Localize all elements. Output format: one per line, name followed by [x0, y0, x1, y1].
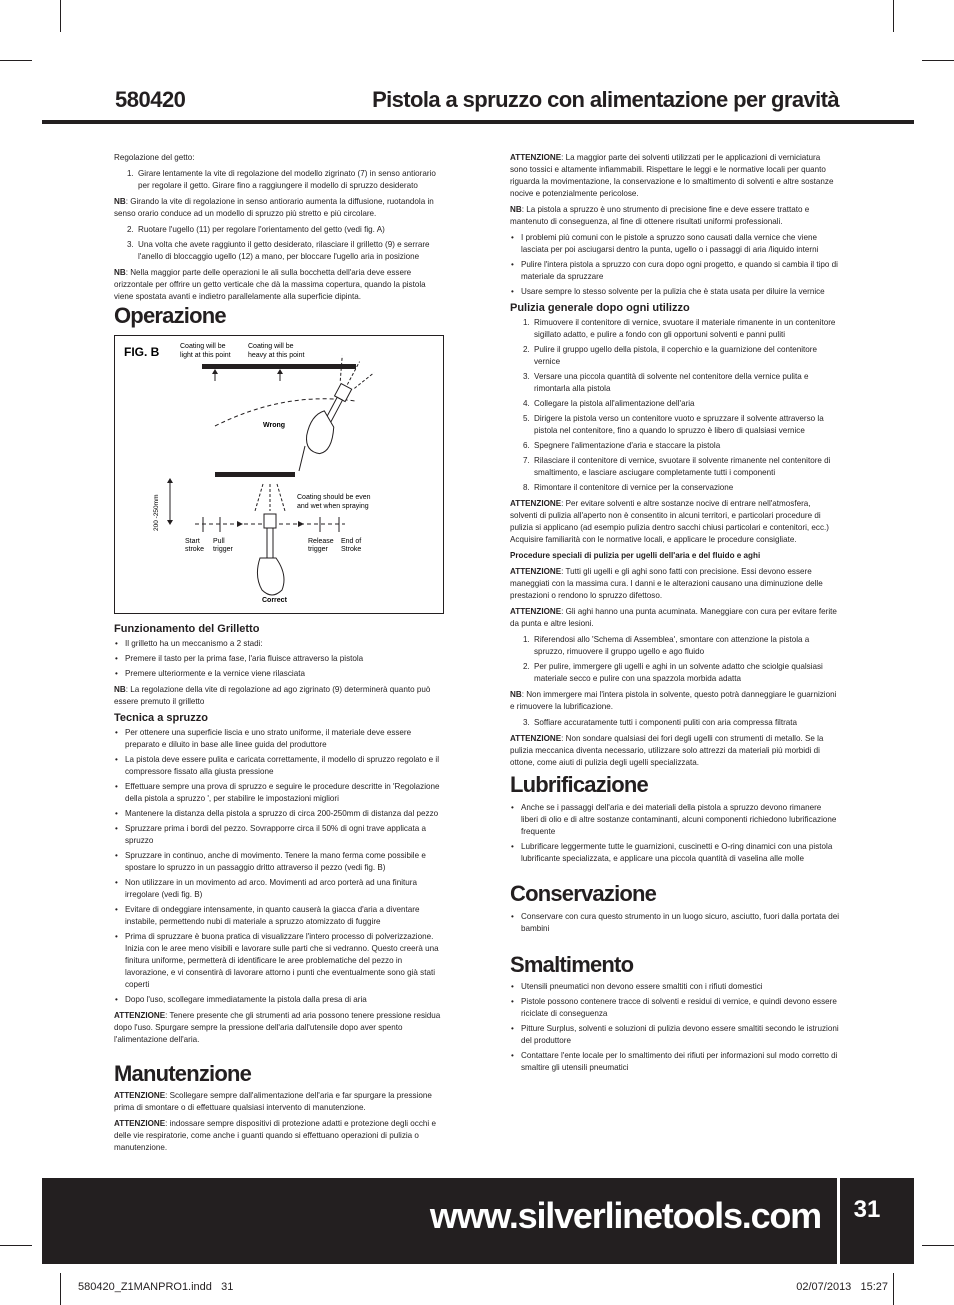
fig-even-2: and wet when spraying: [297, 503, 369, 510]
pulizia-heading: Pulizia generale dopo ogni utilizzo: [510, 302, 690, 314]
fig-even-1: Coating should be even: [297, 494, 371, 501]
list-item: • Spruzzare in continuo, anche di movimento. Tenere la mano ferma come possibile e spostare lo spruzzo in un passaggio dritto attraverso il pezzo (vedi fig. B): [125, 850, 444, 874]
arrow-head: [298, 521, 304, 527]
list-item: 4. Collegare la pistola all'alimentazione dell'aria: [532, 398, 840, 410]
crop-mark: [922, 60, 954, 61]
list-item: • Utensili pneumatici non devono essere smaltiti con i rifiuti domestici: [521, 981, 840, 993]
nb-text: : Non immergere mai l'intera pistola in solvente, questo potrà danneggiare le guarnizioni e rimuovere la lubrificazione.: [510, 690, 837, 711]
list-item: 1. Rimuovere il contenitore di vernice, svuotare il materiale rimanente in un contenitore sigillato adatto, e pulire a fondo con gli opportuni solventi e panni puliti: [532, 317, 840, 341]
regolazione-steps: [114, 168, 444, 192]
list-item: 2. Pulire il gruppo ugello della pistola, il coperchio e la guarnizione del contenitore vernice: [532, 344, 840, 368]
left-column: [114, 152, 444, 307]
attenzione-text: : La maggior parte dei solventi utilizzati per le applicazioni di verniciatura sono tossici e altamente infiammabili. Rispettare le leggi e le normative locali per quanto riguarda la movimentazione, la conservazione e lo smaltimento di solventi e altre sostanze nocive e potenzialmente pericolose.: [510, 153, 834, 198]
attenzione-note: [114, 1010, 444, 1046]
attenzione-text: : Per evitare solventi e altre sostanze nocive di entrare nell'atmosfera, solventi di pulizia all'aperto non è consentito in alcuni territori, e particolari procedure di pulizia si applicano (ad esempio pulizia dentro sacchi chiusi particolari e contenitori, ecc.) Acquisire familiarità con le normative locali, e applicare le procedure consigliate.: [510, 499, 829, 544]
surface-bottom: [215, 472, 295, 477]
surface-top: [202, 364, 356, 369]
fig-pull-1: Pull: [213, 538, 225, 545]
operazione-heading: Operazione: [114, 303, 226, 328]
list-item: 8. Rimontare il contenitore di vernice per la conservazione: [532, 482, 840, 494]
smaltimento-heading: Smaltimento: [510, 952, 634, 977]
nb-label: NB: [114, 685, 126, 694]
fig-heavy-2: heavy at this point: [248, 352, 305, 359]
crop-mark: [893, 0, 894, 32]
nb-label: NB: [510, 690, 522, 699]
attenzione-note: [114, 1118, 444, 1154]
arrow-head: [167, 520, 173, 525]
list-item: • Lubrificare leggermente tutte le guarnizioni, cuscinetti e O-ring dinamici con una pistola lubrificante specializzata, e applicare una piccola quantità di vaselina alle molle: [521, 841, 840, 865]
fig-label: FIG. B: [124, 345, 160, 359]
problems-list: [510, 232, 840, 298]
spray-gun-wrong: [296, 353, 375, 459]
crop-mark: [60, 0, 61, 32]
product-code: 580420: [115, 87, 186, 112]
list-item: • Non utilizzare in un movimento ad arco. Movimenti ad arco porterà ad una finitura irregolare (vedi fig. B): [125, 877, 444, 901]
attenzione-label: ATTENZIONE: [510, 734, 562, 743]
fig-correct: Correct: [262, 597, 287, 604]
grilletto-heading: Funzionamento del Grilletto: [114, 623, 260, 635]
list-item: • Usare sempre lo stesso solvente per la pulizia che è stata usata per diluire la vernice: [521, 286, 840, 298]
nb-note: [510, 689, 840, 713]
attenzione-note: [510, 606, 840, 630]
list-item: • Per ottenere una superficie liscia e uno strato uniforme, il materiale deve essere preparato e diluito in base alle linee guida del produttore: [125, 727, 444, 751]
list-item: • Prima di spruzzare è buona pratica di visualizzare l'intero processo di polverizzazione. Inizia con le aree meno visibili e lavorare sulle parti che si vedranno. Questo creerà una finitura uniforme, permetterà di identificare le aree problematiche del pezzo in lavorazione, e vi consentirà di lavorare attorno i punti che eventualmente sono già stati coperti: [125, 931, 444, 991]
right-column: [510, 152, 840, 773]
fig-end-2: Stroke: [341, 546, 362, 553]
fig-release-2: trigger: [308, 546, 328, 553]
attenzione-note: [510, 733, 840, 769]
manutenzione-heading: Manutenzione: [114, 1061, 252, 1086]
sleeve-line: [299, 446, 305, 471]
list-item: 3. Versare una piccola quantità di solvente nel contenitore della vernice pulita e rimontarla alla pistola: [532, 371, 840, 395]
spray-line: [277, 484, 285, 511]
list-item: • Il grilletto ha un meccanismo a 2 stadi:: [125, 638, 444, 650]
attenzione-note: [114, 1090, 444, 1114]
list-item: • Conservare con cura questo strumento in un luogo sicuro, asciutto, fuori dalla portata dei bambini: [521, 911, 840, 935]
attenzione-label: ATTENZIONE: [510, 499, 562, 508]
fig-end-1: End of: [341, 538, 362, 545]
tecnica-heading: Tecnica a spruzzo: [114, 712, 208, 724]
attenzione-text: : Tutti gli ugelli e gli aghi sono fatti con precisione. Essi devono essere maneggiati con la massima cura. I danni e le alterazioni causano una diminuzione delle prestazioni o rendono lo spruzzo difettoso.: [510, 567, 823, 600]
lubrificazione-list: [510, 802, 840, 865]
conservazione-heading: Conservazione: [510, 881, 657, 906]
fig-light-1: Coating will be: [180, 343, 226, 350]
crop-mark: [0, 60, 32, 61]
pulizia-steps: [510, 317, 840, 494]
nb-label: NB: [510, 205, 522, 214]
list-item: • La pistola deve essere pulita e caricata correttamente, il modello di spruzzo regolato e il compressore fissato alla giusta pressione: [125, 754, 444, 778]
attenzione-note: [510, 566, 840, 602]
manutenzione-body: [114, 1090, 444, 1158]
attenzione-label: ATTENZIONE: [510, 607, 562, 616]
figure-b: [114, 335, 444, 614]
nb-text: : Girando la vite di regolazione in senso antiorario aumenta la diffusione, ruotandola in senso orario conduce ad un modello di spruzzo più stretto e più circolare.: [114, 197, 434, 218]
attenzione-text: : Gli aghi hanno una punta acuminata. Maneggiare con cura per evitare ferite da punta e altre lesioni.: [510, 607, 837, 628]
attenzione-note: [510, 152, 840, 200]
list-item: 7. Rilasciare il contenitore di vernice, svuotare il solvente rimanente nel contenitore di smaltimento, e lasciare asciugare completamente tutti i componenti: [532, 455, 840, 479]
website-link[interactable]: www.silverlinetools.com: [429, 1195, 821, 1236]
crop-mark: [893, 1273, 894, 1305]
arrow-head: [277, 369, 283, 374]
nb-note: [114, 196, 444, 220]
conservazione-body: [510, 911, 840, 939]
fig-start-1: Start: [185, 538, 200, 545]
arrow-head: [167, 478, 173, 483]
list-item: • Anche se i passaggi dell'aria e dei materiali della pistola a spruzzo devono rimanere liberi di olio e di altre sostanze contaminanti, alcuni componenti richiedono lubrificazione frequente: [521, 802, 840, 838]
lubrificazione-body: [510, 802, 840, 869]
nb-text: : Nella maggior parte delle operazioni le ali sulla bocchetta dell'aria deve essere orizzontale per offrire un getto verticale che dà la massima copertura, quando la pistola viene spostata avanti e indietro parallelamente alla superficie dipinta.: [114, 268, 426, 301]
list-item: 2. Ruotare l'ugello (11) per regolare l'orientamento del getto (vedi fig. A): [136, 224, 444, 236]
list-item: 1. Riferendosi allo 'Schema di Assemblea', smontare con attenzione la pistola a spruzzo, rimuovere il gruppo ugello e ago fluido: [532, 634, 840, 658]
list-item: 3. Soffiare accuratamente tutti i componenti puliti con aria compressa filtrata: [532, 717, 840, 729]
attenzione-text: : Non sondare qualsiasi dei fori degli ugelli con strumenti di metallo. Se la pulizia meccanica diventa necessario, utilizzare solo attrezzi da materiali più morbidi di ottone, come aiuti di pulizia degli ugelli specializzata.: [510, 734, 824, 767]
attenzione-note: [510, 498, 840, 546]
spray-gun-correct: [257, 514, 284, 595]
nb-text: : La regolazione della vite di regolazione ad ago zigrinato (9) determinerà quanto può essere premuto il grilletto: [114, 685, 431, 706]
fig-start-2: stroke: [185, 546, 205, 553]
list-item: 6. Spegnere l'alimentazione d'aria e staccare la pistola: [532, 440, 840, 452]
list-item: 5. Dirigere la pistola verso un contenitore vuoto e spruzzare il solvente attraverso la pistola nel contenitore, fino a quando lo spruzzo è libero di qualsiasi vernice: [532, 413, 840, 437]
list-item: • Mantenere la distanza della pistola a spruzzo di circa 200-250mm di distanza dal pezzo: [125, 808, 444, 820]
nb-text: : La pistola a spruzzo è uno strumento di precisione fine e deve essere trattato e mantenuto di conseguenza, al fine di ottenere risultati uniformi professionali.: [510, 205, 810, 226]
attenzione-label: ATTENZIONE: [510, 567, 562, 576]
page-title: Pistola a spruzzo con alimentazione per gravità: [372, 87, 839, 112]
list-item: • Evitare di ondeggiare intensamente, in quanto causerà la giacca d'aria a diventare instabile, permettendo nubi di materiale a spruzzo atomizzato di fuggire: [125, 904, 444, 928]
list-item: 3. Una volta che avete raggiunto il getto desiderato, rilasciare il grilletto (9) e serrare l'anello di bloccaggio ugello (12) a mano, per bloccare l'ugello aria in posizione: [136, 239, 444, 263]
attenzione-text: : Scollegare sempre dall'alimentazione dell'aria e far spurgare la pressione prima di smontare o di effettuare qualsiasi intervento di manutenzione.: [114, 1091, 432, 1112]
lubrificazione-heading: Lubrificazione: [510, 772, 648, 797]
attenzione-text: : indossare sempre dispositivi di protezione adatti e protezione degli occhi e delle vie respiratorie, come anche i guanti quando si effettuano operazioni di pulizia o manutenzione.: [114, 1119, 436, 1152]
slug-file: 580420_Z1MANPRO1.indd 31: [78, 1281, 234, 1293]
attenzione-label: ATTENZIONE: [114, 1119, 166, 1128]
nb-note: [510, 204, 840, 228]
list-item: • Dopo l'uso, scollegare immediatamente la pistola dalla presa di aria: [125, 994, 444, 1006]
slug-date: 02/07/2013 15:27: [796, 1281, 888, 1293]
fig-heavy-1: Coating will be: [248, 343, 294, 350]
list-item: • Premere il tasto per la prima fase, l'aria fluisce attraverso la pistola: [125, 653, 444, 665]
page-number: 31: [853, 1196, 881, 1223]
nb-label: NB: [114, 268, 126, 277]
speciali-steps: [510, 634, 840, 685]
left-column-2: [114, 623, 444, 1050]
fig-pull-2: trigger: [213, 546, 233, 553]
fig-release-1: Release: [308, 538, 334, 545]
grilletto-list: [114, 638, 444, 680]
regolazione-steps-2: [114, 224, 444, 263]
spray-line: [255, 484, 263, 511]
regolazione-intro: Regolazione del getto:: [114, 153, 195, 162]
list-item: • Spruzzare prima i bordi del pezzo. Sovrapporre circa il 50% di ogni trave applicata a spruzzo: [125, 823, 444, 847]
figure-b-drawing: [115, 336, 443, 613]
crop-mark: [60, 1273, 61, 1305]
arrow-head: [237, 521, 243, 527]
list-item: 2. Per pulire, immergere gli ugelli e aghi in un solvente adatto che sciolgie qualsiasi materiale secco e pulire con una spazzola morbida adatta: [532, 661, 840, 685]
crop-mark: [922, 1245, 954, 1246]
list-item: • Effettuare sempre una prova di spruzzo e seguire le procedure descritte in 'Regolazione della pistola a spruzzo ', per stabilire le impostazioni migliori: [125, 781, 444, 805]
header-rule: [42, 120, 914, 124]
list-item: 1. Girare lentamente la vite di regolazione del modello zigrinato (7) in senso antiorario per regolare il getto. Girare fino a raggiungere il modello di spruzzo desiderato: [136, 168, 444, 192]
nb-note: [114, 267, 444, 303]
conservazione-list: [510, 911, 840, 935]
tecnica-list: [114, 727, 444, 1006]
attenzione-label: ATTENZIONE: [510, 153, 562, 162]
fig-distance: 200 -250mm: [153, 494, 160, 531]
list-item: • Pulire l'intera pistola a spruzzo con cura dopo ogni progetto, e quando si cambia il tipo di materiale da spruzzare: [521, 259, 840, 283]
fig-light-2: light at this point: [180, 352, 231, 359]
list-item: • Contattare l'ente locale per lo smaltimento dei rifiuti per informazioni sul modo corretto di smaltire gli utensili pneumatici: [521, 1050, 840, 1074]
list-item: • Premere ulteriormente e la vernice viene rilasciata: [125, 668, 444, 680]
list-item: • Pitture Surplus, solventi e soluzioni di pulizia devono essere smaltiti secondo le istruzioni del produttore: [521, 1023, 840, 1047]
smaltimento-body: [510, 981, 840, 1078]
list-item: • I problemi più comuni con le pistole a spruzzo sono causati dalla vernice che viene lasciata per poi asciugarsi dentro la punta, ugello o i passaggi di aria /liquido interni: [521, 232, 840, 256]
attenzione-label: ATTENZIONE: [114, 1091, 166, 1100]
list-item: • Pistole possono contenere tracce di solventi e residui di vernice, e quindi devono essere riciclate di conseguenza: [521, 996, 840, 1020]
fig-wrong: Wrong: [263, 422, 286, 429]
speciali-step-3: [510, 717, 840, 729]
attenzione-label: ATTENZIONE: [114, 1011, 166, 1020]
smaltimento-list: [510, 981, 840, 1074]
nb-label: NB: [114, 197, 126, 206]
nb-note: [114, 684, 444, 708]
crop-mark: [0, 1245, 32, 1246]
speciali-heading: Procedure speciali di pulizia per ugelli dell'aria e del fluido e aghi: [510, 551, 761, 560]
attenzione-text: : Tenere presente che gli strumenti ad aria possono tenere pressione residua dopo l'uso. Spurgare sempre la pressione dell'aria dall'utensile dopo aver spento l'alimentazione dell'aria.: [114, 1011, 441, 1044]
arrow-head: [212, 369, 218, 374]
